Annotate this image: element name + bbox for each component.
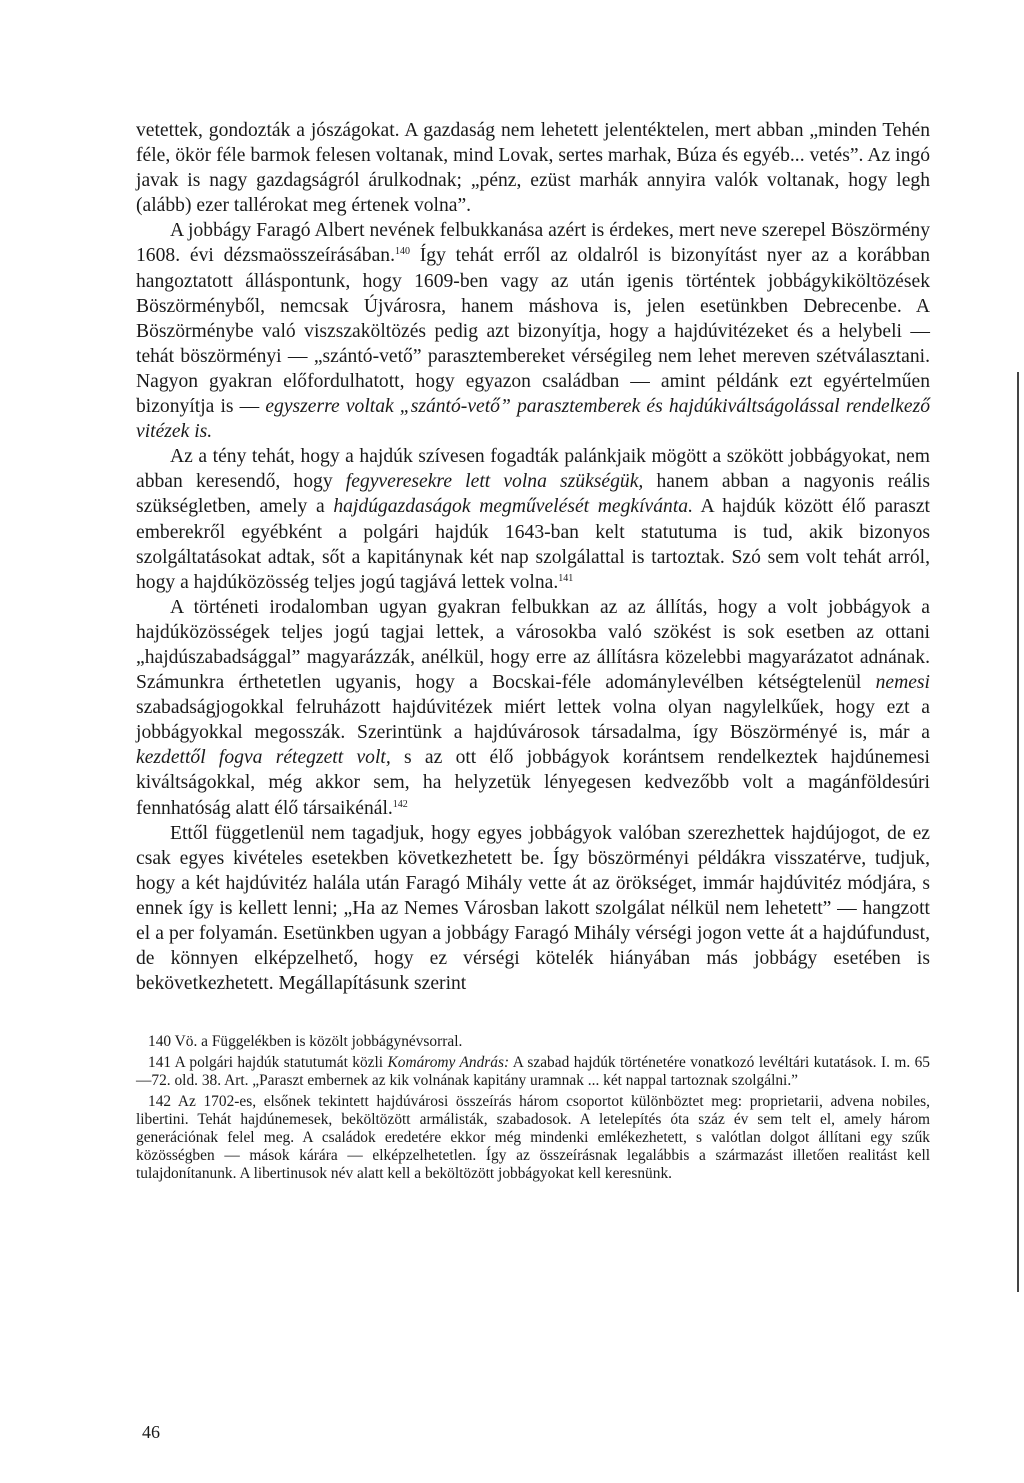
page-number: 46 <box>142 1422 160 1442</box>
scan-edge-line <box>1017 372 1019 1292</box>
paragraph-4: A történeti irodalomban ugyan gyakran felbukkan az az állítás, hogy a volt jobbágyok a hajdúközösségek teljes jogú tagjai lettek, a városokba való szökést is sok esetben az ottani „hajdúszabadsággal” magyarázzák, anélkül, hogy erre az állításra közelebbi magyarázatot adnának. Számunkra érthetetlen ugyanis, hogy a Bocskai-féle adománylevélben kétségtelenül nemesi szabadságjogokkal felruházott hajdúvitézek miért lettek volna olyan nagylelkűek, hogy ezt a jobbágyokkal megosszák. Szerintünk a hajdúvárosok társadalma, így Böszörményé is, már a kezdettől fogva rétegzett volt, s az ott élő jobbágyok korántsem rendelkeztek hajdúnemesi kiváltságokkal, még akkor sem, ha helyzetük lényegesen kedvezőbb volt a magánföldesúri fennhatóság alatt élő társaikénál.$^{142}$ <box>136 596 930 819</box>
paragraph-5: Ettől függetlenül nem tagadjuk, hogy egyes jobbágyok valóban szerezhettek hajdújogot, de ez csak egyes kivételes esetekben következhetett be. Így böszörményi példákra visszatérve, tudjuk, hogy a két hajdúvitéz halála után Faragó Mihály vette át az örökséget, immár hajdúvitéz módjára, s ennek így is kellett lenni; „Ha az Nemes Városban lakott szolgálat nélkül nem lehetett” — hangzott el a per folyamán. Esetünkben ugyan a jobbágy Faragó Mihály vérségi jogon vette át a hajdúfundust, de könnyen elképzelhető, hogy ez vérségi kötelék hiányában más jobbágy esetében is bekövetkezhetett. Megállapításunk szerint <box>136 822 930 995</box>
main-text <box>136 118 930 996</box>
footnotes <box>136 1033 930 1183</box>
paragraph-2: A jobbágy Faragó Albert nevének felbukkanása azért is érdekes, mert neve szerepel Böszörmény 1608. évi dézsmaösszeírásában.$^{140}$ Így tehát erről az oldalról is bizonyítást nyer az a korábban hangoztatott álláspontunk, hogy 1609-ben vagy az után igenis történtek jobbágykiköltözések Böszörményből, nemcsak Újvárosra, hanem máshova is, jelen esetünkben Debrecenbe. A Böszörménybe való viszszaköltözés pedig azt bizonyítja, hogy a hajdúvitézeket és a helybeli — tehát böszörményi — „szántó-vető” parasztembereket vérségileg nem lehet mereven szétválasztani. Nagyon gyakran előfordulhatott, hogy egyazon családban — amint példánk ezt egyértelműen bizonyítja is — egyszerre voltak „szántó-vető” parasztemberek és hajdúkiváltságolással rendelkező vitézek is. <box>136 220 930 443</box>
footnote-140: 140 Vö. a Függelékben is közölt jobbágynévsorral. <box>148 1033 463 1051</box>
paragraph-3: Az a tény tehát, hogy a hajdúk szívesen fogadták palánkjaik mögött a szökött jobbágyokat, nem abban keresendő, hogy fegyveresekre lett volna szükségük, hanem abban a nagyonis reális szükségletben, amely a hajdúgazdaságok megművelését megkívánta. A hajdúk között élő paraszt emberekről egyébként a polgári hajdúk 1643-ban kelt statutuma is tud, akik bizonyos szolgáltatásokat adtak, sőt a kapitánynak két nap szolgálattal is tartoztak. Szó sem volt tehát arról, hogy a hajdúközösség teljes jogú tagjává lettek volna.$^{141}$ <box>136 446 930 593</box>
footnote-142: 142 Az 1702-es, elsőnek tekintett hajdúvárosi összeírás három csoportot különböztet meg: proprietarii, advena nobiles, libertini. Tehát hajdúnemesek, beköltözött armálisták, szabadosok. A letelepítés óta száz év sem telt el, amely három generációnak felel meg. A családok eredetére ekkor még mindenki emlékezhetett, s valótlan dolgot állítani egy szűk közösségben — mások kárára — elképzelhetetlen. Így az összeírásnak legalábbis a származást illetően realitást kell tulajdonítanunk. A libertinusok név alatt kell a beköltözött jobbágyokat kell keresnünk. <box>136 1093 930 1183</box>
paragraph-1: vetettek, gondozták a jószágokat. A gazdaság nem lehetett jelentéktelen, mert abban „minden Tehén féle, ökör féle barmok felesen voltanak, mind Lovak, sertes marhak, Búza és egyéb... vetés”. Az ingó javak is nagy gazdagságról árulkodnak; „pénz, ezüst marhák annyira valók voltanak, hogy legh (alább) ezer tallérokat meg értenek volna”. <box>136 120 930 217</box>
page <box>136 118 930 1183</box>
footnote-141: 141 A polgári hajdúk statutumát közli Komáromy András: A szabad hajdúk történetére vonatkozó levéltári kutatások. I. m. 65—72. old. 38. Art. „Paraszt embernek az kik volnának kapitány uramnak ... két nappal tartoznak szolgálni.” <box>136 1054 931 1090</box>
